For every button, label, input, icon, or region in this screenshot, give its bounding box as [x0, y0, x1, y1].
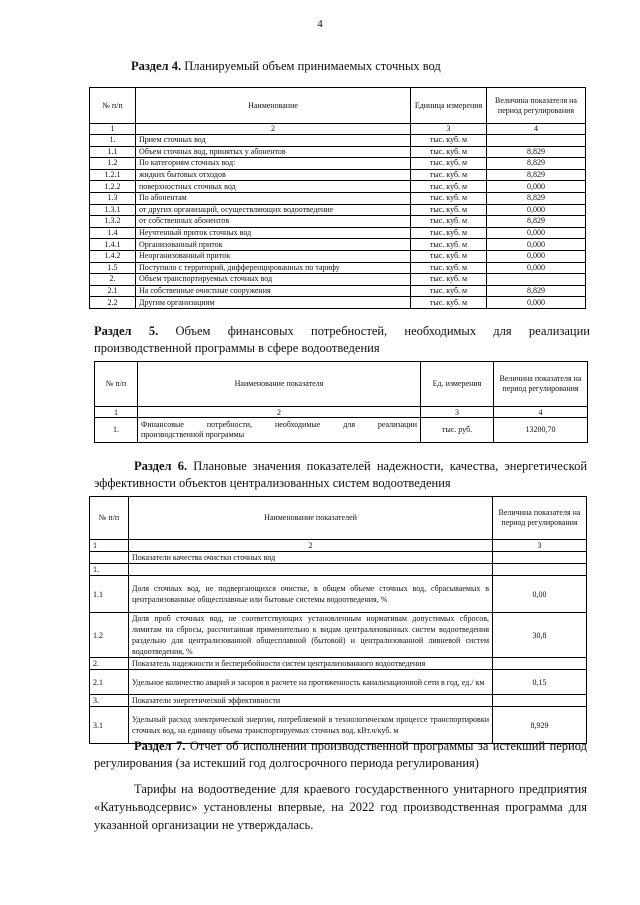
row-num: 1.4.1 [90, 239, 136, 251]
row-name: от собственных абонентов [136, 216, 411, 228]
row-name-line2: производственной программы [141, 430, 245, 439]
col-number: 3 [493, 540, 587, 552]
row-num: 1. [90, 135, 136, 147]
col-number: 1 [95, 407, 138, 418]
row-name: Показатели энергетической эффективности [129, 695, 493, 707]
row-name: Неучтенный приток сточных вод [136, 227, 411, 239]
section7-heading [134, 738, 587, 755]
section6-heading [134, 458, 587, 475]
header-value: Величина показателя на период регулирования [494, 362, 588, 407]
row-value: 0,000 [487, 181, 586, 193]
section5-label: Раздел 5. [94, 324, 159, 338]
row-name: поверхностных сточных вод [136, 181, 411, 193]
page-number: 4 [317, 18, 323, 30]
header-num: № п/п [90, 88, 136, 124]
table-row [90, 658, 587, 670]
row-name: На собственные очистные сооружения [136, 285, 411, 297]
row-name: По абонентам [136, 192, 411, 204]
section7-title-line2: регулирования (за истекший год долгосрочного периода регулирования) [94, 756, 479, 770]
row-value [493, 658, 587, 670]
row-value [493, 564, 587, 576]
table-row [90, 297, 586, 309]
row-value: 8,829 [487, 146, 586, 158]
row-value: 8,829 [487, 158, 586, 170]
row-num [90, 552, 129, 564]
row-num: 1.4.2 [90, 250, 136, 262]
conclusion-line1: Тарифы на водоотведение для краевого государственного унитарного предприятия [134, 782, 587, 796]
row-num: 1.2 [90, 158, 136, 170]
row-value: 0,000 [487, 250, 586, 262]
row-num: 2. [90, 274, 136, 286]
row-value: 8,829 [487, 216, 586, 228]
row-unit: тыс. руб. [421, 418, 494, 443]
row-name: По категориям сточных вод: [136, 158, 411, 170]
row-name: Удельный расход электрической энергии, потребляемой в технологическом процессе транспортировки сточных вод, на единицу объема транспортируемых сточных вод, кВт.ч/куб. м [129, 707, 493, 744]
row-value: 30,8 [493, 613, 587, 658]
numbering-row [90, 124, 586, 135]
table-row [90, 250, 586, 262]
table-header-row [90, 88, 586, 124]
row-name: Показатели качества очистки сточных вод [129, 552, 493, 564]
table-row [90, 285, 586, 297]
section7-label: Раздел 7. [134, 739, 186, 753]
row-name [129, 564, 493, 576]
section6-title-line2: эффективности объектов централизованных систем водоотведения [94, 476, 451, 490]
row-value: 13200,70 [494, 418, 588, 443]
conclusion-line3: указанной организации не утверждалась. [94, 818, 314, 832]
table-row [90, 670, 587, 695]
row-value: 8,829 [487, 285, 586, 297]
header-value: Величина показателя на период регулирования [487, 88, 586, 124]
section4-table [89, 87, 586, 309]
row-num: 1. [95, 418, 138, 443]
row-unit: тыс. куб. м [411, 227, 487, 239]
row-name: Другим организациям [136, 297, 411, 309]
row-num: 1. [90, 564, 129, 576]
table-row [90, 158, 586, 170]
row-unit: тыс. куб. м [411, 262, 487, 274]
table-row [90, 695, 587, 707]
table-row [90, 552, 587, 564]
row-name-line1: Финансовые потребности, необходимые для реализации [141, 420, 417, 429]
row-value: 8,929 [493, 707, 587, 744]
table-row [90, 239, 586, 251]
row-name: Организованный приток [136, 239, 411, 251]
row-unit: тыс. куб. м [411, 169, 487, 181]
row-value [487, 274, 586, 286]
row-name: Показатель надежности и бесперебойности систем централизованного водоотведения [129, 658, 493, 670]
row-num: 1.5 [90, 262, 136, 274]
table-row [95, 418, 588, 443]
table-row [90, 227, 586, 239]
row-name: Поступило с территорий, дифференцированных по тарифу [136, 262, 411, 274]
section5-heading [94, 323, 590, 340]
table-header-row [90, 497, 587, 540]
row-unit: тыс. куб. м [411, 192, 487, 204]
row-unit: тыс. куб. м [411, 250, 487, 262]
row-unit: тыс. куб. м [411, 216, 487, 228]
col-number: 4 [487, 124, 586, 135]
table-row [90, 135, 586, 147]
row-name: Доля сточных вод, не подвергающихся очистке, в общем объеме сточных вод, сбрасываемых в централизованные общесплавные или бытовые системы водоотведения, % [129, 576, 493, 613]
header-name: Наименование показателей [129, 497, 493, 540]
row-name: Объем транспортируемых сточных вод [136, 274, 411, 286]
row-unit: тыс. куб. м [411, 204, 487, 216]
row-unit: тыс. куб. м [411, 146, 487, 158]
col-number: 3 [411, 124, 487, 135]
row-num: 2.1 [90, 670, 129, 695]
section5-title-line1: Объем финансовых потребностей, необходимых для реализации [175, 324, 590, 338]
table-row [90, 192, 586, 204]
col-number: 1 [90, 540, 129, 552]
row-value: 0,15 [493, 670, 587, 695]
col-number: 2 [138, 407, 421, 418]
row-unit: тыс. куб. м [411, 158, 487, 170]
row-name: жидких бытовых отходов [136, 169, 411, 181]
row-unit: тыс. куб. м [411, 285, 487, 297]
conclusion-line2: «Катуньводсервис» установлены впервые, на 2022 год производственная программа для [94, 800, 587, 814]
header-num: № п/п [95, 362, 138, 407]
row-num: 2.1 [90, 285, 136, 297]
row-name: от других организаций, осуществляющих водоотведение [136, 204, 411, 216]
table-row [90, 613, 587, 658]
section5-table [94, 361, 588, 443]
row-value: 0,000 [487, 262, 586, 274]
row-num: 2.2 [90, 297, 136, 309]
row-num: 1.3.2 [90, 216, 136, 228]
row-unit: тыс. куб. м [411, 239, 487, 251]
header-num: № п/п [90, 497, 129, 540]
row-num: 2. [90, 658, 129, 670]
row-value: 8,829 [487, 169, 586, 181]
table-row [90, 576, 587, 613]
section4-title: Планируемый объем принимаемых сточных вод [184, 59, 441, 73]
row-unit: тыс. куб. м [411, 181, 487, 193]
row-name: Доля проб сточных вод, не соответствующих установленным нормативам допустимых сбросов, лимитам на сбросы, рассчитанная применительно к видам централизованных систем водоотведения раздельно для централизованной общесплавной (бытовой) и централизованной ливневой систем водоотведения, % [129, 613, 493, 658]
row-unit: тыс. куб. м [411, 135, 487, 147]
table-header-row [95, 362, 588, 407]
row-value: 8,829 [487, 192, 586, 204]
row-num: 1.2 [90, 613, 129, 658]
section6-label: Раздел 6. [134, 459, 188, 473]
row-num: 3. [90, 695, 129, 707]
row-name: Удельное количество аварий и засоров в расчете на протяженность канализационной сети в год, ед./ км [129, 670, 493, 695]
section5-title-line2: производственной программы в сфере водоотведения [94, 341, 380, 355]
header-unit: Единица измерения [411, 88, 487, 124]
row-value: 0,00 [493, 576, 587, 613]
table-row [90, 564, 587, 576]
col-number: 3 [421, 407, 494, 418]
row-name: Неорганизованный приток [136, 250, 411, 262]
row-unit: тыс. куб. м [411, 297, 487, 309]
col-number: 2 [136, 124, 411, 135]
row-value: 0,000 [487, 239, 586, 251]
numbering-row [95, 407, 588, 418]
row-name: Прием сточных вод [136, 135, 411, 147]
section4-label: Раздел 4. [131, 59, 182, 73]
row-value: 0,000 [487, 204, 586, 216]
section7-title-line1: Отчет об исполнении производственной программы за истекший период [189, 739, 587, 753]
row-value: 0,000 [487, 297, 586, 309]
row-num: 3.1 [90, 707, 129, 744]
section6-table [89, 496, 587, 744]
row-name [138, 418, 421, 443]
col-number: 4 [494, 407, 588, 418]
row-num: 1.3 [90, 192, 136, 204]
row-unit: тыс. куб. м [411, 274, 487, 286]
table-row [90, 169, 586, 181]
row-value [487, 135, 586, 147]
row-num: 1.2.1 [90, 169, 136, 181]
section4-heading [131, 58, 441, 75]
table-row [90, 262, 586, 274]
numbering-row [90, 540, 587, 552]
row-num: 1.1 [90, 576, 129, 613]
table-row [90, 181, 586, 193]
row-value [493, 552, 587, 564]
row-num: 1.3.1 [90, 204, 136, 216]
row-value [493, 695, 587, 707]
row-name: Объем сточных вод, принятых у абонентов [136, 146, 411, 158]
row-num: 1.2.2 [90, 181, 136, 193]
header-name: Наименование показателя [138, 362, 421, 407]
row-num: 1.1 [90, 146, 136, 158]
row-num: 1.4 [90, 227, 136, 239]
table-row [90, 274, 586, 286]
table-row [90, 216, 586, 228]
table-row [90, 146, 586, 158]
section6-title-line1: Плановые значения показателей надежности, качества, энергетической [193, 459, 588, 473]
header-name: Наименование [136, 88, 411, 124]
table-row [90, 204, 586, 216]
header-unit: Ед. измерения [421, 362, 494, 407]
header-value: Величина показателя на период регулирования [493, 497, 587, 540]
col-number: 2 [129, 540, 493, 552]
row-value: 0,000 [487, 227, 586, 239]
col-number: 1 [90, 124, 136, 135]
